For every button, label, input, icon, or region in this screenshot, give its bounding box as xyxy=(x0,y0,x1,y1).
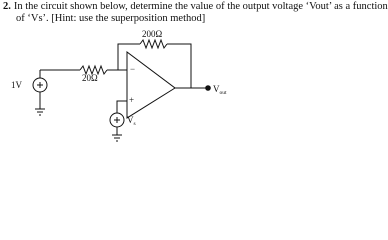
right-source-label: Vs xyxy=(127,115,136,127)
op-amp-noninverting-sign: + xyxy=(129,95,135,105)
left-ground-icon xyxy=(35,109,45,115)
input-resistor-label: 20Ω xyxy=(82,73,98,83)
op-amp xyxy=(127,52,175,118)
output-label: Vout xyxy=(213,84,227,96)
left-source-label: 1V xyxy=(11,80,22,90)
question-number: 2. xyxy=(3,1,11,12)
right-ground-icon xyxy=(112,135,122,141)
output-node xyxy=(205,85,211,91)
feedback-wire-left xyxy=(118,44,140,70)
left-source-plus-symbol xyxy=(37,82,43,88)
right-source-plus-symbol xyxy=(114,117,120,123)
question-line-1-text: In the circuit shown below, determine the value of the output voltage ‘Vout’ as a function xyxy=(13,1,388,12)
feedback-wire-right xyxy=(167,44,191,88)
feedback-resistor xyxy=(140,40,167,48)
op-amp-inverting-sign: − xyxy=(130,64,136,74)
noninverting-input-wire xyxy=(117,101,127,113)
question-line-2: of ‘Vs’. [Hint: use the superposition method] xyxy=(16,13,206,24)
feedback-resistor-label: 200Ω xyxy=(142,29,163,39)
